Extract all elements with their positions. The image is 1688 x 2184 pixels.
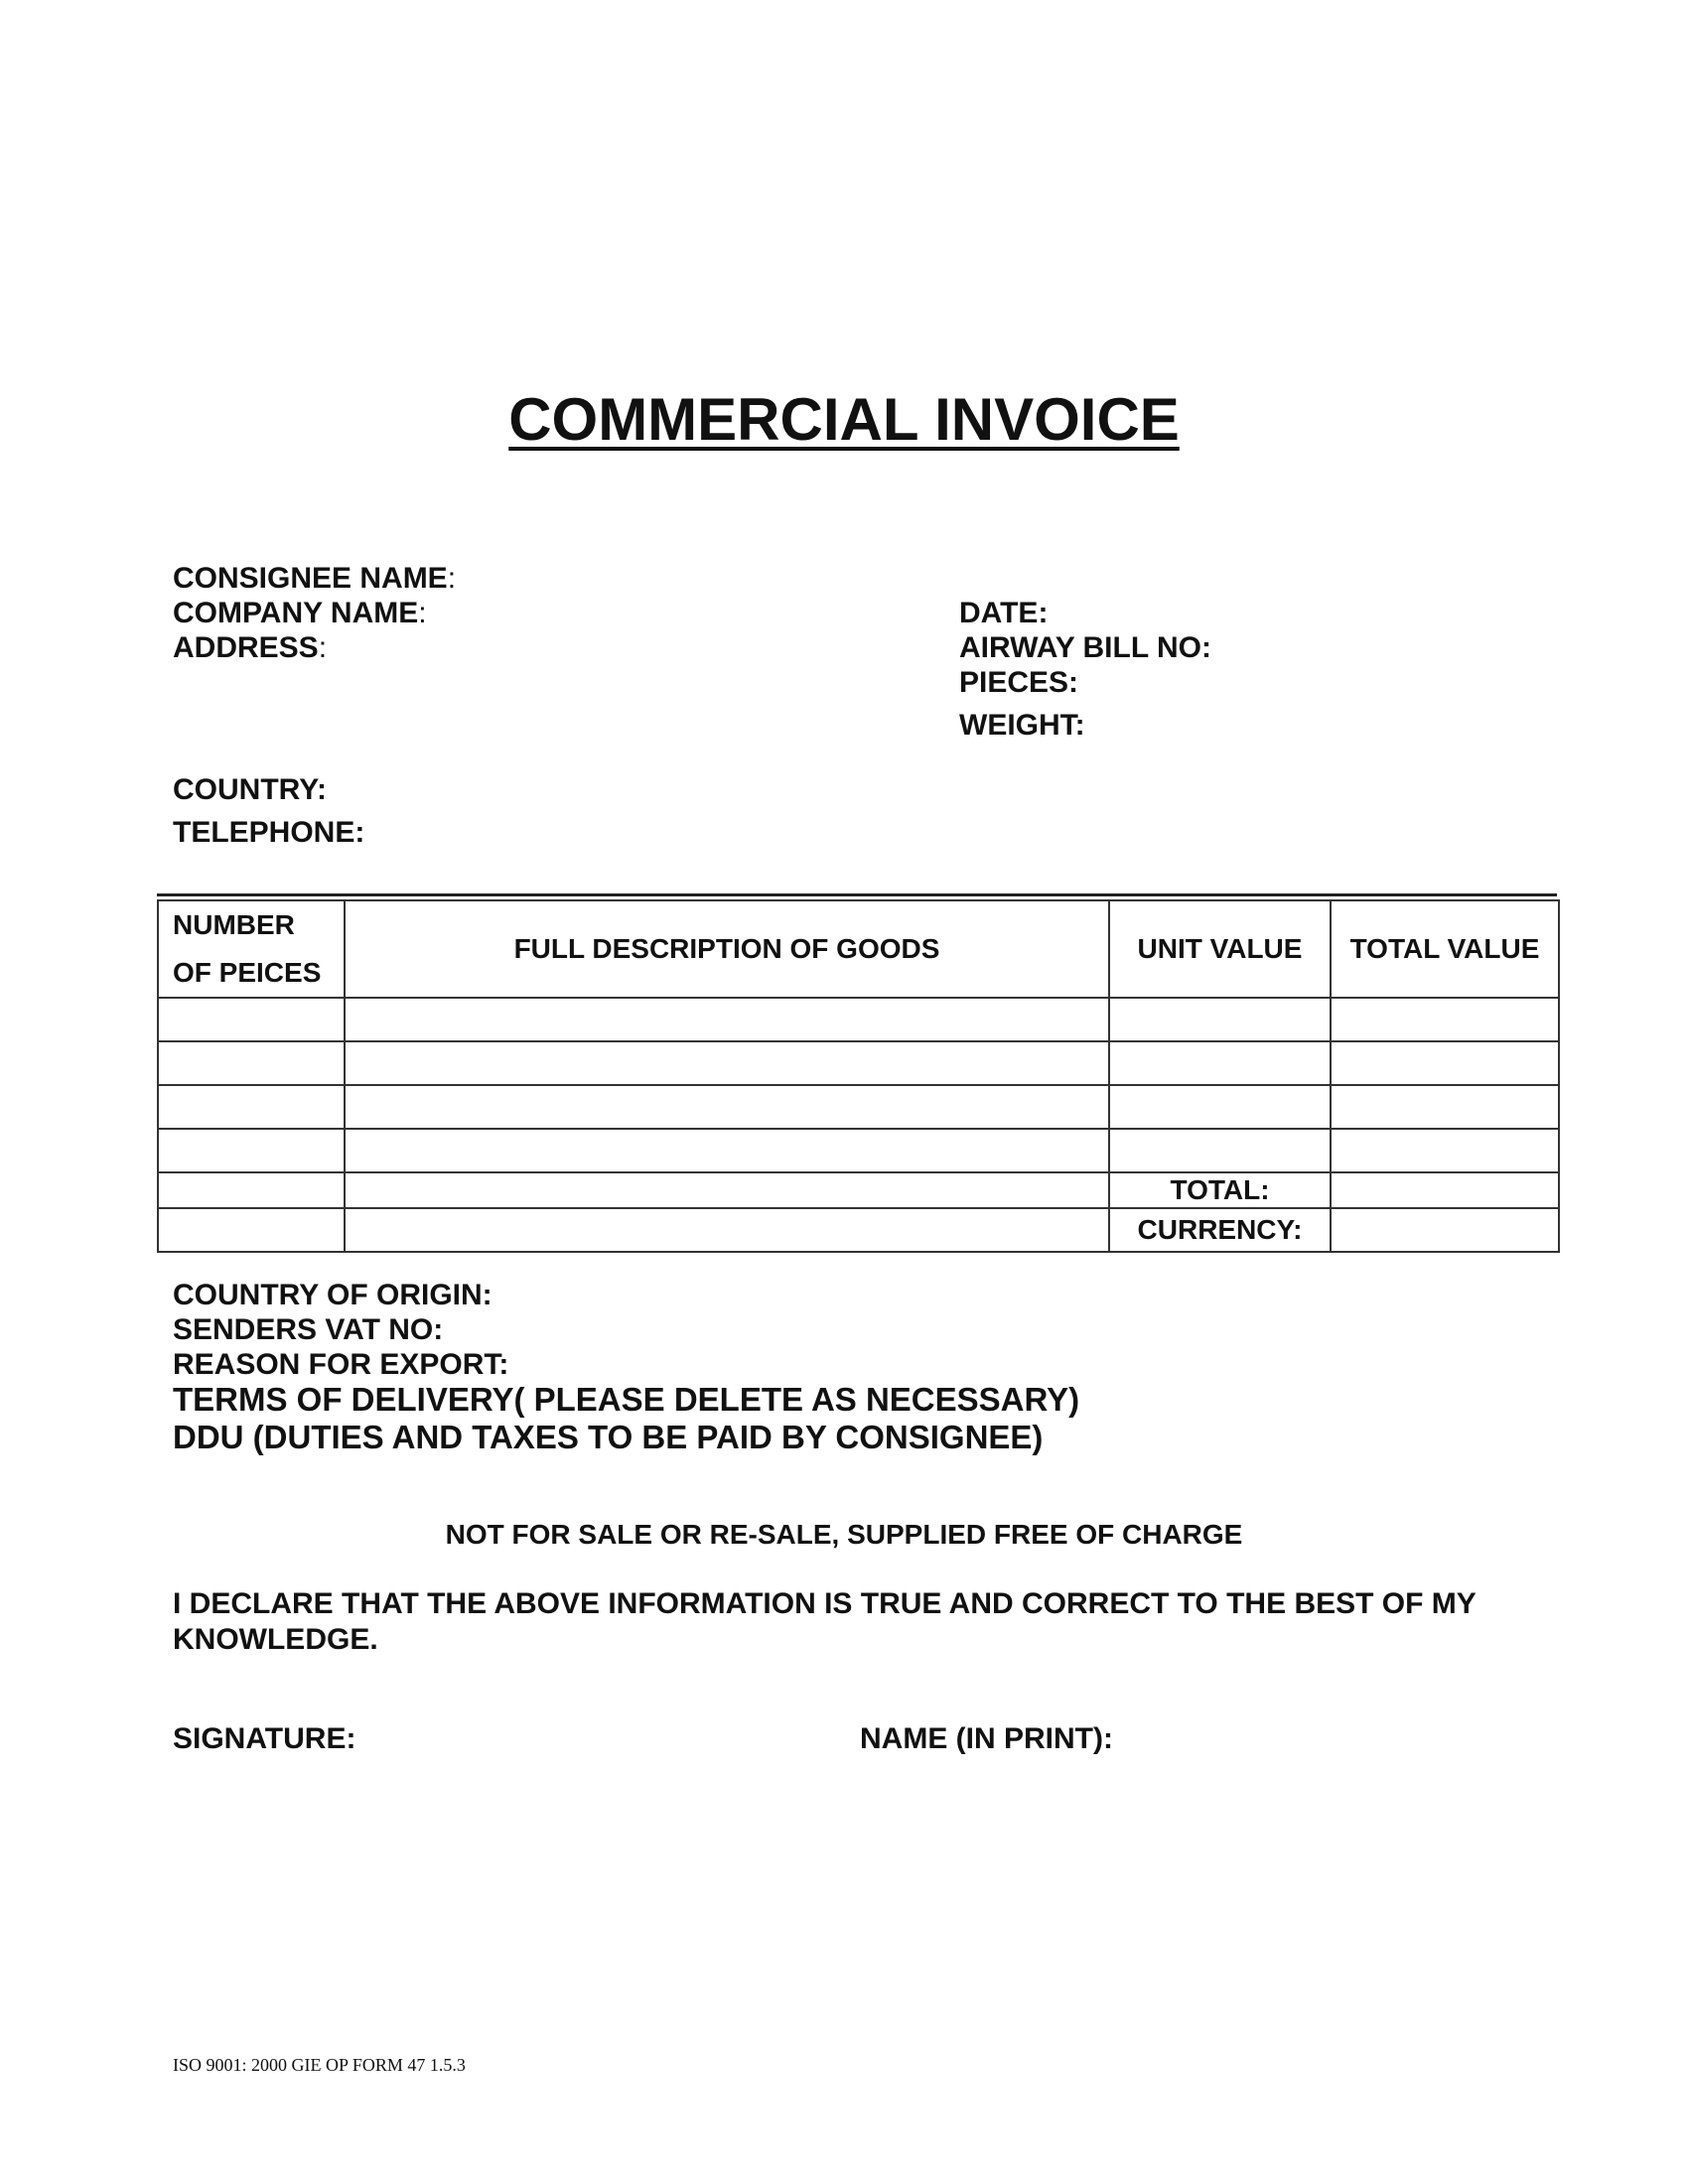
currency-cell[interactable] — [1331, 1208, 1559, 1252]
colon: : — [418, 597, 427, 629]
form-footer: ISO 9001: 2000 GIE OP FORM 47 1.5.3 — [173, 2055, 466, 2075]
table-row — [158, 998, 1559, 1041]
table-row — [158, 1085, 1559, 1129]
col-number-line1: NUMBER — [173, 909, 295, 940]
colon: : — [318, 631, 328, 664]
unit-value-cell[interactable] — [1109, 998, 1331, 1041]
address-label: ADDRESS — [173, 631, 319, 664]
company-name-field[interactable] — [173, 597, 427, 630]
currency-label: CURRENCY: — [1109, 1208, 1331, 1252]
pieces-cell[interactable] — [158, 1172, 345, 1208]
consignee-name-field[interactable] — [173, 562, 456, 596]
table-row — [158, 1129, 1559, 1172]
description-cell[interactable] — [345, 1129, 1109, 1172]
pieces-cell[interactable] — [158, 1208, 345, 1252]
pieces-cell[interactable] — [158, 998, 345, 1041]
airway-bill-label: AIRWAY BILL NO: — [959, 631, 1211, 664]
signature-label: SIGNATURE: — [173, 1722, 356, 1755]
total-value-cell[interactable] — [1331, 1041, 1559, 1085]
col-description-header: FULL DESCRIPTION OF GOODS — [345, 900, 1109, 998]
total-value-cell[interactable] — [1331, 998, 1559, 1041]
date-label: DATE: — [959, 597, 1049, 629]
unit-value-cell[interactable] — [1109, 1041, 1331, 1085]
weight-label: WEIGHT: — [959, 709, 1085, 742]
page-title: COMMERCIAL INVOICE — [508, 386, 1180, 453]
table-header-row — [158, 900, 1559, 998]
senders-vat-label: SENDERS VAT NO: — [173, 1313, 444, 1346]
unit-value-cell[interactable] — [1109, 1085, 1331, 1129]
description-cell[interactable] — [345, 1172, 1109, 1208]
col-number-line2: OF PEICES — [173, 957, 322, 988]
description-cell[interactable] — [345, 1208, 1109, 1252]
description-cell[interactable] — [345, 998, 1109, 1041]
country-label: COUNTRY: — [173, 773, 327, 806]
goods-table — [157, 899, 1560, 1253]
declaration-text: I DECLARE THAT THE ABOVE INFORMATION IS TRUE AND CORRECT TO THE BEST OF MY KNOWLEDGE. — [173, 1587, 1477, 1656]
total-amount-cell[interactable] — [1331, 1172, 1559, 1208]
consignee-name-label: CONSIGNEE NAME — [173, 562, 448, 595]
total-value-cell[interactable] — [1331, 1085, 1559, 1129]
not-for-sale-notice: NOT FOR SALE OR RE-SALE, SUPPLIED FREE OF CHARGE — [445, 1519, 1243, 1550]
divider — [157, 893, 1557, 896]
total-value-cell[interactable] — [1331, 1129, 1559, 1172]
name-in-print-label: NAME (IN PRINT): — [860, 1722, 1113, 1755]
pieces-cell[interactable] — [158, 1129, 345, 1172]
unit-value-cell[interactable] — [1109, 1129, 1331, 1172]
total-label: TOTAL: — [1109, 1172, 1331, 1208]
pieces-cell[interactable] — [158, 1085, 345, 1129]
colon: : — [447, 562, 457, 595]
currency-row — [158, 1208, 1559, 1252]
description-cell[interactable] — [345, 1041, 1109, 1085]
ddu-label: DDU (DUTIES AND TAXES TO BE PAID BY CONSIGNEE) — [173, 1419, 1044, 1455]
company-name-label: COMPANY NAME — [173, 597, 419, 629]
col-total-value-header: TOTAL VALUE — [1331, 900, 1559, 998]
total-row — [158, 1172, 1559, 1208]
description-cell[interactable] — [345, 1085, 1109, 1129]
reason-for-export-label: REASON FOR EXPORT: — [173, 1348, 509, 1381]
col-unit-value-header: UNIT VALUE — [1109, 900, 1331, 998]
telephone-label: TELEPHONE: — [173, 816, 365, 849]
col-number-header — [158, 900, 345, 998]
country-of-origin-label: COUNTRY OF ORIGIN: — [173, 1279, 492, 1311]
pieces-label: PIECES: — [959, 666, 1079, 699]
table-row — [158, 1041, 1559, 1085]
pieces-cell[interactable] — [158, 1041, 345, 1085]
address-field[interactable] — [173, 631, 327, 665]
terms-of-delivery-label: TERMS OF DELIVERY( PLEASE DELETE AS NECESSARY) — [173, 1381, 1080, 1418]
